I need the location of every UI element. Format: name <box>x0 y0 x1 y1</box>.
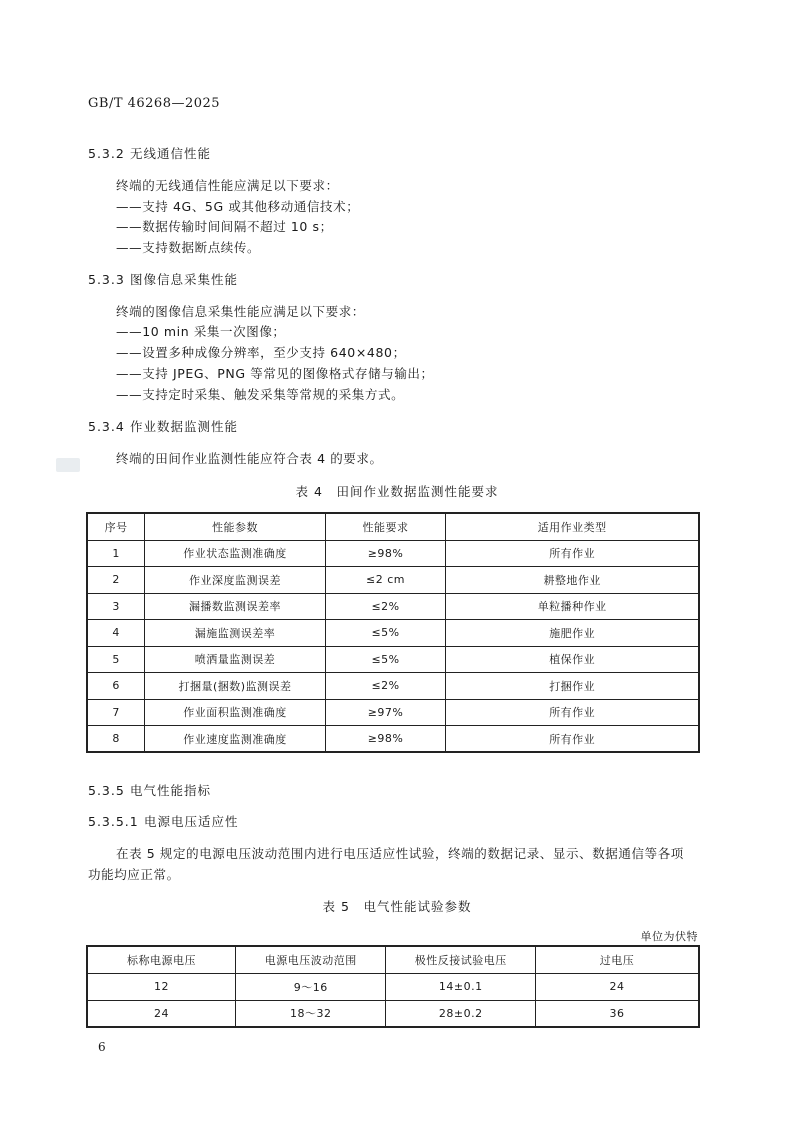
table-cell: 作业速度监测准确度 <box>145 726 325 753</box>
table-cell: 6 <box>87 673 145 700</box>
list-item: ——设置多种成像分辨率，至少支持 640×480； <box>116 345 406 360</box>
section-heading-5-3-5-1 <box>88 812 239 830</box>
table-row <box>87 593 699 620</box>
list-item: ——数据传输时间间隔不超过 10 s； <box>116 219 333 234</box>
section-title: 无线通信性能 <box>130 146 212 161</box>
section-number: 5.3.5 <box>88 783 125 798</box>
page-number: 6 <box>98 1040 106 1054</box>
table-cell: 所有作业 <box>446 699 699 726</box>
list-item: ——支持数据断点续传。 <box>116 240 261 255</box>
paragraph: 终端的无线通信性能应满足以下要求： <box>116 178 339 193</box>
table-cell: 漏施监测误差率 <box>145 620 325 647</box>
list-item: ——支持 4G、5G 或其他移动通信技术； <box>116 199 360 214</box>
column-header: 标称电源电压 <box>87 946 235 973</box>
table-row <box>87 1000 699 1027</box>
standard-header: GB/T 46268—2025 <box>88 96 221 111</box>
table-cell: 漏播数监测误差率 <box>145 593 325 620</box>
table-cell: 作业状态监测准确度 <box>145 540 325 567</box>
table-5-unit: 单位为伏特 <box>640 930 698 943</box>
table-cell: 打捆作业 <box>446 673 699 700</box>
paragraph-line: 在表 5 规定的电源电压波动范围内进行电压适应性试验，终端的数据记录、显示、数据通信等各项 <box>116 846 684 861</box>
table-cell: ≤2 cm <box>325 567 446 594</box>
table-cell: 单粒播种作业 <box>446 593 699 620</box>
table-cell: 1 <box>87 540 145 567</box>
table-cell: 2 <box>87 567 145 594</box>
table-cell: 作业面积监测准确度 <box>145 699 325 726</box>
column-header: 适用作业类型 <box>446 513 699 540</box>
paragraph-line: 功能均应正常。 <box>88 867 180 882</box>
table-cell: ≤2% <box>325 673 446 700</box>
table-cell: 7 <box>87 699 145 726</box>
column-header: 过电压 <box>536 946 699 973</box>
paragraph: 终端的图像信息采集性能应满足以下要求： <box>116 304 365 319</box>
table-cell: ≤5% <box>325 620 446 647</box>
section-title: 图像信息采集性能 <box>130 272 239 287</box>
column-header: 性能参数 <box>145 513 325 540</box>
column-header: 性能要求 <box>325 513 446 540</box>
table-cell: ≤2% <box>325 593 446 620</box>
table-cell: 施肥作业 <box>446 620 699 647</box>
table-5 <box>86 945 700 1028</box>
table-cell: ≤5% <box>325 646 446 673</box>
table-cell: 5 <box>87 646 145 673</box>
table-5-caption: 表 5 电气性能试验参数 <box>322 899 472 914</box>
table-row <box>87 699 699 726</box>
column-header: 电源电压波动范围 <box>235 946 385 973</box>
table-cell: 18～32 <box>235 1000 385 1027</box>
paragraph: 终端的田间作业监测性能应符合表 4 的要求。 <box>116 451 383 466</box>
list-item: ——支持定时采集、触发采集等常规的采集方式。 <box>116 387 405 402</box>
table-row <box>87 973 699 1000</box>
table-cell: 12 <box>87 973 235 1000</box>
table-cell: 耕整地作业 <box>446 567 699 594</box>
list-item: ——10 min 采集一次图像； <box>116 324 286 339</box>
table-cell: 喷洒量监测误差 <box>145 646 325 673</box>
table-row <box>87 620 699 647</box>
section-heading-5-3-2 <box>88 144 211 162</box>
table-cell: ≥98% <box>325 726 446 753</box>
list-item: ——支持 JPEG、PNG 等常见的图像格式存储与输出； <box>116 366 434 381</box>
column-header: 序号 <box>87 513 145 540</box>
table-cell: 9～16 <box>235 973 385 1000</box>
table-cell: 所有作业 <box>446 726 699 753</box>
section-number: 5.3.5.1 <box>88 814 139 829</box>
table-cell: 打捆量(捆数)监测误差 <box>145 673 325 700</box>
section-heading-5-3-4 <box>88 417 238 435</box>
section-number: 5.3.4 <box>88 419 125 434</box>
section-title: 电源电压适应性 <box>144 814 239 829</box>
section-number: 5.3.3 <box>88 272 125 287</box>
table-cell: 3 <box>87 593 145 620</box>
table-row <box>87 540 699 567</box>
watermark-stamp <box>56 458 80 472</box>
table-cell: 所有作业 <box>446 540 699 567</box>
section-number: 5.3.2 <box>88 146 125 161</box>
section-title: 作业数据监测性能 <box>130 419 239 434</box>
column-header: 极性反接试验电压 <box>386 946 536 973</box>
section-heading-5-3-5 <box>88 781 211 799</box>
table-cell: 植保作业 <box>446 646 699 673</box>
table-4 <box>86 512 700 753</box>
table-row <box>87 726 699 753</box>
table-header-row <box>87 946 699 973</box>
table-cell: ≥97% <box>325 699 446 726</box>
table-cell: 24 <box>536 973 699 1000</box>
table-header-row <box>87 513 699 540</box>
table-row <box>87 646 699 673</box>
table-cell: 8 <box>87 726 145 753</box>
table-cell: 24 <box>87 1000 235 1027</box>
table-row <box>87 673 699 700</box>
table-4-caption: 表 4 田间作业数据监测性能要求 <box>295 484 499 499</box>
table-cell: 28±0.2 <box>386 1000 536 1027</box>
table-cell: 作业深度监测误差 <box>145 567 325 594</box>
table-cell: 36 <box>536 1000 699 1027</box>
section-title: 电气性能指标 <box>130 783 212 798</box>
table-cell: 14±0.1 <box>386 973 536 1000</box>
section-heading-5-3-3 <box>88 270 238 288</box>
table-cell: 4 <box>87 620 145 647</box>
table-row <box>87 567 699 594</box>
table-cell: ≥98% <box>325 540 446 567</box>
